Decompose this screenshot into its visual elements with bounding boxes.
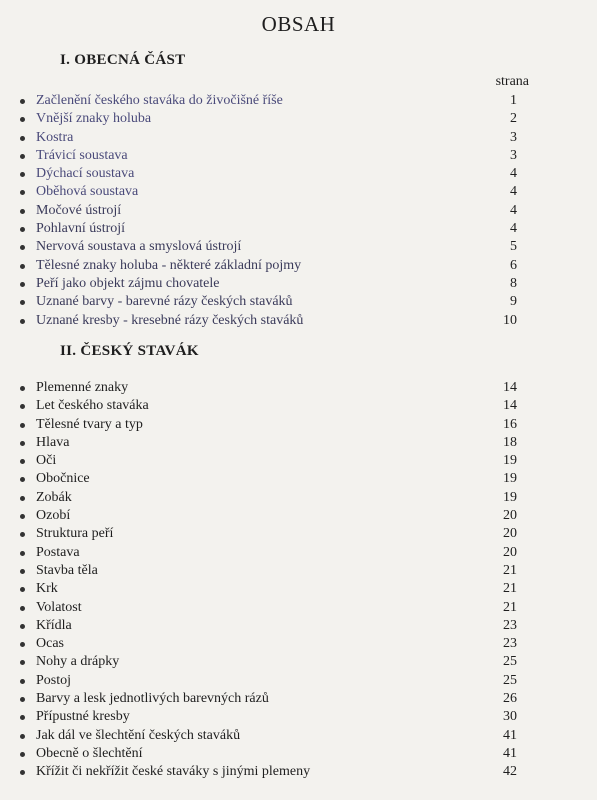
toc-entry-page-number: 3 [510,129,517,145]
toc-entry-label: Tělesné tvary a typ [36,416,143,432]
toc-entry [0,202,597,220]
toc-entry-page-number: 5 [510,239,517,255]
toc-entry [0,238,597,256]
toc-entry-page-number: 19 [503,471,517,487]
toc-entry [0,470,597,488]
toc-entry-page-number: 41 [503,727,517,743]
bullet-icon [20,99,25,104]
toc-entry [0,257,597,275]
toc-entry-page-number: 2 [510,111,517,127]
toc-entry [0,507,597,525]
toc-entry-label: Zobák [36,489,72,505]
toc-entry-page-number: 4 [510,184,517,200]
bullet-icon [20,319,25,324]
bullet-icon [20,551,25,556]
bullet-icon [20,404,25,409]
toc-entry-page-number: 20 [503,526,517,542]
page-column-label: strana [495,74,529,89]
toc-entry [0,690,597,708]
toc-entry [0,312,597,330]
toc-entry-label: Peří jako objekt zájmu chovatele [36,275,220,291]
toc-entry-label: Uznané kresby - kresebné rázy českých staváků [36,312,304,328]
toc-entry-page-number: 25 [503,672,517,688]
toc-entry [0,110,597,128]
toc-entry [0,129,597,147]
toc-entry-label: Oběhová soustava [36,184,139,200]
toc-entry-label: Obecně o šlechtění [36,745,143,761]
bullet-icon [20,587,25,592]
section2-heading: II. ČESKÝ STAVÁK [60,343,199,359]
toc-entry [0,635,597,653]
toc-entry-page-number: 20 [503,544,517,560]
bullet-icon [20,264,25,269]
bullet-icon [20,642,25,647]
toc-entry-label: Křížit či nekřížit české staváky s jinými plemeny [36,764,311,780]
section1-list [0,92,597,330]
bullet-icon [20,734,25,739]
toc-entry-page-number: 16 [503,416,517,432]
toc-entry-label: Začlenění českého staváka do živočišné říše [36,93,283,108]
bullet-icon [20,496,25,501]
bullet-icon [20,245,25,250]
bullet-icon [20,209,25,214]
bullet-icon [20,770,25,775]
toc-entry-label: Struktura peří [36,526,114,542]
bullet-icon [20,569,25,574]
bullet-icon [20,697,25,702]
toc-entry-label: Postoj [36,672,72,688]
toc-entry-label: Oči [36,453,57,469]
toc-entry-page-number: 21 [503,581,517,597]
toc-entry [0,580,597,598]
toc-entry-label: Obočnice [36,471,90,487]
toc-entry-label: Let českého staváka [36,398,149,414]
toc-entry-label: Trávicí soustava [36,147,128,163]
toc-entry-page-number: 3 [510,147,517,163]
toc-entry [0,489,597,507]
toc-entry-label: Jak dál ve šlechtění českých staváků [36,727,241,743]
toc-entry-page-number: 19 [503,453,517,469]
bullet-icon [20,423,25,428]
toc-entry-page-number: 6 [510,257,517,273]
toc-entry-label: Volatost [36,599,82,615]
toc-entry [0,147,597,165]
toc-entry-label: Pohlavní ústrojí [36,221,126,237]
toc-entry [0,544,597,562]
toc-entry [0,220,597,238]
bullet-icon [20,190,25,195]
toc-entry-page-number: 26 [503,691,517,707]
toc-entry-page-number: 9 [510,294,517,310]
toc-entry-label: Nohy a drápky [36,654,120,670]
section1-heading: I. OBECNÁ ČÁST [60,52,186,68]
page-title: OBSAH [261,12,336,36]
bullet-icon [20,624,25,629]
toc-entry [0,763,597,781]
toc-entry [0,416,597,434]
toc-entry-page-number: 21 [503,562,517,578]
bullet-icon [20,386,25,391]
toc-entry [0,379,597,397]
toc-entry-page-number: 14 [503,380,517,395]
toc-entry-page-number: 30 [503,709,517,725]
toc-entry-label: Křídla [36,617,72,633]
toc-entry-label: Dýchací soustava [36,166,135,182]
bullet-icon [20,477,25,482]
toc-entry [0,434,597,452]
bullet-icon [20,679,25,684]
toc-entry-page-number: 42 [503,764,517,780]
toc-entry-page-number: 18 [503,434,517,450]
toc-entry-page-number: 41 [503,745,517,761]
toc-entry-label: Močové ústrojí [36,202,122,218]
toc-entry-page-number: 10 [503,312,517,328]
toc-entry [0,92,597,110]
bullet-icon [20,715,25,720]
bullet-icon [20,514,25,519]
toc-entry [0,452,597,470]
toc-entry-label: Plemenné znaky [36,380,129,395]
toc-entry [0,183,597,201]
bullet-icon [20,300,25,305]
toc-entry-page-number: 4 [510,166,517,182]
toc-entry [0,397,597,415]
bullet-icon [20,172,25,177]
toc-entry-label: Barvy a lesk jednotlivých barevných rázů [36,691,269,707]
toc-entry-label: Postava [36,544,80,560]
bullet-icon [20,117,25,122]
bullet-icon [20,532,25,537]
bullet-icon [20,227,25,232]
bullet-icon [20,459,25,464]
toc-entry-page-number: 23 [503,636,517,652]
toc-entry [0,617,597,635]
toc-entry-page-number: 4 [510,202,517,218]
toc-entry-page-number: 1 [510,93,517,108]
section2-list [0,379,597,782]
toc-entry-label: Kostra [36,129,74,145]
toc-entry-label: Ozobí [36,508,71,524]
bullet-icon [20,660,25,665]
toc-entry-label: Ocas [36,636,64,652]
toc-entry-label: Přípustné kresby [36,709,130,725]
toc-entry-page-number: 20 [503,508,517,524]
toc-entry-label: Krk [36,581,58,597]
toc-entry-page-number: 8 [510,275,517,291]
toc-entry-page-number: 25 [503,654,517,670]
bullet-icon [20,136,25,141]
toc-entry [0,708,597,726]
toc-entry [0,727,597,745]
bullet-icon [20,606,25,611]
toc-entry-page-number: 4 [510,221,517,237]
toc-entry-page-number: 14 [503,398,517,414]
toc-entry [0,293,597,311]
bullet-icon [20,441,25,446]
toc-entry [0,275,597,293]
toc-entry [0,672,597,690]
toc-entry [0,653,597,671]
toc-entry-label: Nervová soustava a smyslová ústrojí [36,239,242,255]
toc-entry [0,165,597,183]
bullet-icon [20,752,25,757]
toc-entry-page-number: 21 [503,599,517,615]
toc-entry-page-number: 19 [503,489,517,505]
toc-entry-label: Hlava [36,434,70,450]
toc-entry [0,562,597,580]
toc-entry [0,599,597,617]
bullet-icon [20,154,25,159]
toc-entry [0,745,597,763]
toc-entry-page-number: 23 [503,617,517,633]
toc-entry-label: Stavba těla [36,562,98,578]
toc-entry-label: Vnější znaky holuba [36,111,152,127]
toc-entry-label: Tělesné znaky holuba - některé základní pojmy [36,257,302,273]
toc-entry [0,525,597,543]
toc-entry-label: Uznané barvy - barevné rázy českých staváků [36,294,293,310]
bullet-icon [20,282,25,287]
